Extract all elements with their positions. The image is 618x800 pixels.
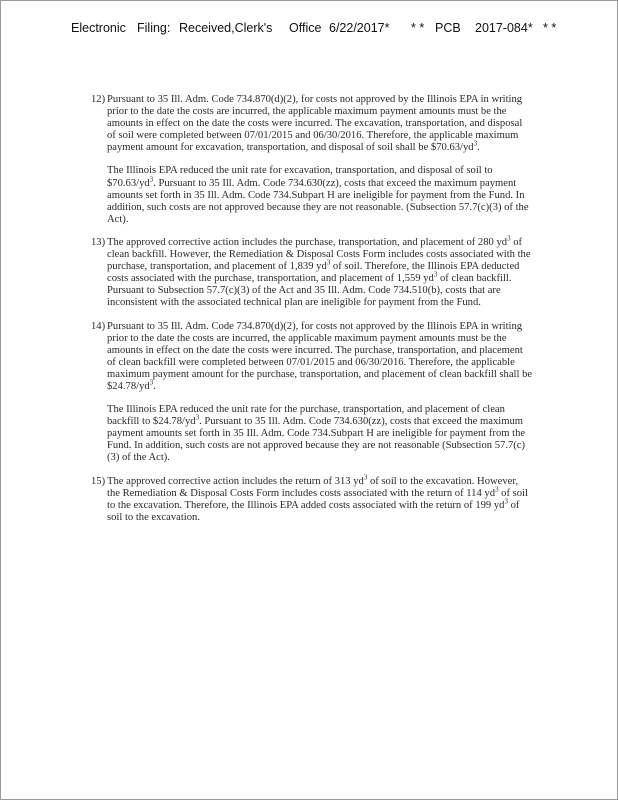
item-paragraph: The approved corrective action includes the purchase, transportation, and placement of 280 $yd^3$ of clean backfill. However, the Remediation & Disposal Costs Form includes costs associated with the purchase, transportation, and placement of 1,839 $yd^3$ of soil. Therefore, the Illinois EPA deducted costs associated with the purchase, transportation, and placement of 1,559 $yd^3$ of clean backfill. Pursuant to Subsection 57.7(c)(3) of the Act and 35 Ill. Adm. Code 734.510(b), costs that are inconsistent with the associated technical plan are ineligible for payment from the Fund. [107,234,531,309]
header-office: Office [289,21,322,35]
item-paragraph: The Illinois EPA reduced the unit rate for excavation, transportation, and disposal of soil to $\$70.63/yd^3$. Pursuant to 35 Ill. Adm. Code 734.630(zz), costs that exceed the maximum payment amounts set forth in 35 Ill. Adm. Code 734.Subpart H are ineligible for payment from the Fund. In addition, such costs are not approved because they are not reasonable. (Subsection 57.7(c)(3) of the Act). [107,165,529,225]
filing-header [71,21,556,35]
item-number: 15) [91,475,106,487]
header-received: Received,Clerk's [179,21,273,35]
numbered-item-13 [91,234,533,310]
item-paragraph: The approved corrective action includes the return of 313 $yd^3$ of soil to the excavation. However, the Remediation & Disposal Costs Form includes costs associated with the return of 114 $yd^3$ of soil to the excavation. Therefore, the Illinois EPA added costs associated with the return of 199 $yd^3$ of soil to the excavation. [107,473,528,523]
header-pcb: PCB [435,21,461,35]
item-number: 13) [91,236,106,248]
header-stars: * * [411,21,425,35]
header-date: 6/22/2017* [329,21,390,35]
numbered-item-12 [93,94,533,226]
header-electronic: Electronic [71,21,126,35]
header-case-number: 2017-084* [475,21,533,35]
item-number: 12) [91,94,106,105]
numbered-item-15 [91,473,533,524]
header-filing: Filing: [137,21,171,35]
document-body [93,94,533,535]
item-paragraph: The Illinois EPA reduced the unit rate for the purchase, transportation, and placement of clean backfill to $\$24.78/yd^3$. Pursuant to 35 Ill. Adm. Code 734.630(zz), costs that exceed the maximum payment amounts set forth in 35 Ill. Adm. Code 734.Subpart H are ineligible for payment from the Fund. In addition, such costs are not approved because they are not reasonable (Subsection 57.7(c)(3) of the Act). [107,404,526,464]
item-number: 14) [91,320,106,332]
numbered-item-14 [93,321,533,465]
header-stars-end: * * [543,21,557,35]
item-paragraph: Pursuant to 35 Ill. Adm. Code 734.870(d)(2), for costs not approved by the Illinois EPA in writing prior to the date the costs are incurred, the applicable maximum payment amounts must be the amounts in effect on the date the costs were incurred. The excavation, transportation, and disposal of soil were completed between 07/01/2015 and 06/30/2016. Therefore, the applicable maximum payment amount for excavation, transportation, and disposal of soil shall be $\$70.63/yd^3$. [107,94,523,154]
item-paragraph: Pursuant to 35 Ill. Adm. Code 734.870(d)(2), for costs not approved by the Illinois EPA in writing prior to the date the costs are incurred, the applicable maximum payment amounts must be the amounts in effect on the date the costs were incurred. The purchase, transportation, and placement of clean backfill were completed between 07/01/2015 and 06/30/2016. Therefore, the applicable maximum payment amount for the purchase, transportation, and placement of clean backfill shall be $\$24.78/yd^3$. [107,320,533,392]
